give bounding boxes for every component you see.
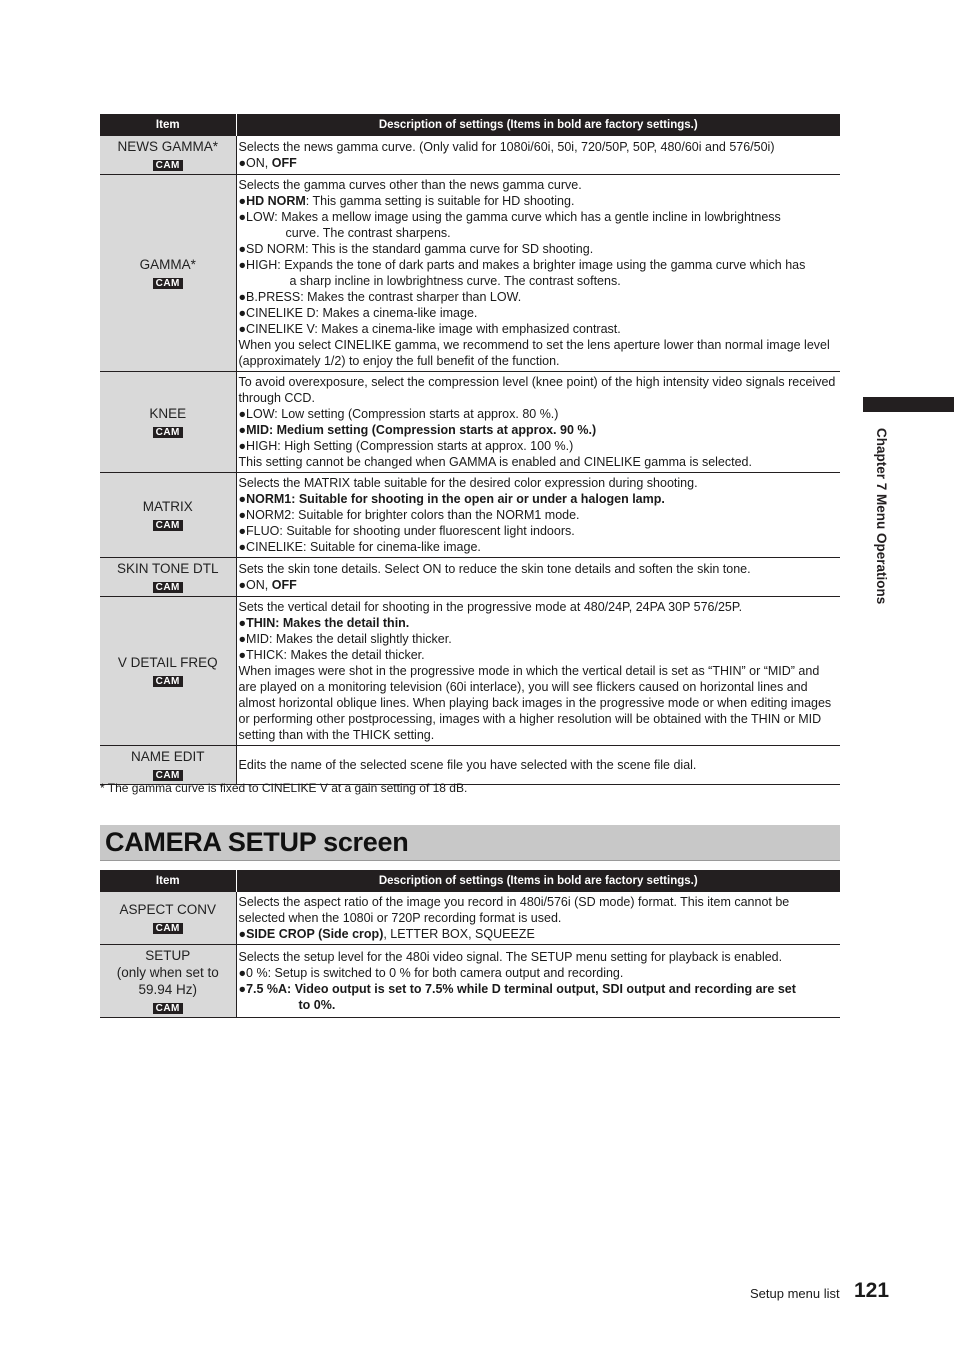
desc-cell xyxy=(236,372,840,473)
item-cell xyxy=(100,597,236,746)
desc-line: ●LOW: Makes a mellow image using the gamma curve which has a gentle incline in lowbrightness xyxy=(238,210,781,224)
settings-table xyxy=(100,114,840,785)
option-text: ●ON, xyxy=(238,156,272,170)
table-row xyxy=(100,597,840,746)
desc-line: a sharp incline in lowbrightness curve. The contrast softens. xyxy=(289,274,621,288)
desc-line: When you select CINELIKE gamma, we recommend to set the lens aperture lower than normal image level (approximately 1/2) to enjoy the full benefit of the function. xyxy=(238,338,830,368)
desc-line: ●NORM2: Suitable for brighter colors than the NORM1 mode. xyxy=(238,508,580,522)
item-label: SKIN TONE DTL xyxy=(116,561,219,576)
item-label: 59.94 Hz) xyxy=(138,982,198,997)
desc-line: ●B.PRESS: Makes the contrast sharper than LOW. xyxy=(238,290,522,304)
desc-line: Sets the skin tone details. Select ON to reduce the skin tone details and soften the skin tone. xyxy=(238,562,751,576)
desc-line: Sets the vertical detail for shooting in the progressive mode at 480/24P, 24PA 30P 576/25P. xyxy=(238,600,743,614)
cam-badge: CAM xyxy=(153,676,183,687)
item-label: MATRIX xyxy=(142,499,193,514)
item-label: GAMMA* xyxy=(139,257,196,272)
col-header-item: Item xyxy=(100,870,236,892)
desc-line: to 0%. xyxy=(298,998,336,1012)
section-title: CAMERA SETUP screen xyxy=(105,827,409,857)
desc-line xyxy=(239,155,839,171)
cam-badge: CAM xyxy=(153,770,183,781)
item-label: (only when set to xyxy=(116,965,219,980)
desc-line: ●CINELIKE V: Makes a cinema-like image with emphasized contrast. xyxy=(238,322,621,336)
desc-line: ●CINELIKE: Suitable for cinema-like image. xyxy=(238,540,481,554)
col-header-item: Item xyxy=(100,114,236,136)
item-label: V DETAIL FREQ xyxy=(117,655,218,670)
desc-cell xyxy=(236,597,840,746)
desc-line: Selects the aspect ratio of the image you record in 480i/576i (SD mode) format. This item cannot be selected when the 1080i or 720P recording format is used. xyxy=(238,895,790,925)
item-label: NEWS GAMMA* xyxy=(117,139,218,154)
cam-badge: CAM xyxy=(153,1003,183,1014)
desc-line xyxy=(239,422,839,438)
desc-line: Selects the gamma curves other than the news gamma curve. xyxy=(238,178,582,192)
bullet: ● xyxy=(238,616,247,630)
desc-line: ●FLUO: Suitable for shooting under fluorescent light indoors. xyxy=(238,524,575,538)
table-row xyxy=(100,945,840,1018)
cam-badge: CAM xyxy=(153,160,183,171)
desc-line xyxy=(239,491,839,507)
item-cell xyxy=(100,746,236,785)
desc-cell xyxy=(236,945,840,1018)
cam-badge: CAM xyxy=(153,278,183,289)
default-option: HD NORM xyxy=(246,194,306,208)
desc-line: ●MID: Makes the detail slightly thicker. xyxy=(238,632,452,646)
chapter-label: Chapter 7 Menu Operations xyxy=(874,428,889,605)
bullet: ● xyxy=(238,927,247,941)
default-option: 7.5 %A: Video output is set to 7.5% while D terminal output, SDI output and recording are set xyxy=(246,982,796,996)
desc-line: Selects the setup level for the 480i video signal. The SETUP menu setting for playback is enabled. xyxy=(238,950,783,964)
table-header-row xyxy=(100,114,840,136)
camera-setup-table xyxy=(100,870,840,1018)
item-label: NAME EDIT xyxy=(130,749,205,764)
option-text: : This gamma setting is suitable for HD shooting. xyxy=(305,194,575,208)
desc-line: ●CINELIKE D: Makes a cinema-like image. xyxy=(238,306,478,320)
desc-line: Selects the news gamma curve. (Only valid for 1080i/60i, 50i, 720/50P, 50P, 480/60i and 576/50i) xyxy=(238,140,775,154)
option-text: , LETTER BOX, SQUEEZE xyxy=(383,927,535,941)
desc-cell xyxy=(236,746,840,785)
footer-section-label: Setup menu list xyxy=(750,1286,840,1301)
bullet: ● xyxy=(238,194,247,208)
table-row xyxy=(100,136,840,175)
desc-cell xyxy=(236,473,840,558)
cam-badge: CAM xyxy=(153,520,183,531)
desc-line: ●LOW: Low setting (Compression starts at approx. 80 %.) xyxy=(238,407,559,421)
bullet: ● xyxy=(238,982,247,996)
table-row xyxy=(100,473,840,558)
table-header-row xyxy=(100,870,840,892)
default-option: NORM1: Suitable for shooting in the open air or under a halogen lamp. xyxy=(246,492,665,506)
page-number: 121 xyxy=(854,1279,890,1302)
desc-line: ●THICK: Makes the detail thicker. xyxy=(238,648,425,662)
table-row xyxy=(100,175,840,372)
desc-line xyxy=(239,615,839,631)
cam-badge: CAM xyxy=(153,923,183,934)
item-cell xyxy=(100,372,236,473)
desc-cell xyxy=(236,175,840,372)
desc-line xyxy=(239,926,839,942)
item-cell xyxy=(100,892,236,945)
desc-line: ●HIGH: Expands the tone of dark parts and makes a brighter image using the gamma curve which has xyxy=(238,258,806,272)
table-row xyxy=(100,558,840,597)
col-header-desc: Description of settings (Items in bold are factory settings.) xyxy=(236,870,840,892)
table-row xyxy=(100,892,840,945)
default-option: OFF xyxy=(271,578,297,592)
desc-line xyxy=(239,981,839,997)
desc-cell xyxy=(236,558,840,597)
desc-line: Selects the MATRIX table suitable for the desired color expression during shooting. xyxy=(238,476,698,490)
table-row xyxy=(100,746,840,785)
default-option: OFF xyxy=(271,156,297,170)
option-text: ●ON, xyxy=(238,578,272,592)
desc-line: curve. The contrast sharpens. xyxy=(285,226,451,240)
desc-line: ●HIGH: High Setting (Compression starts at approx. 100 %.) xyxy=(238,439,574,453)
item-label: KNEE xyxy=(149,406,187,421)
item-cell xyxy=(100,945,236,1018)
item-cell xyxy=(100,175,236,372)
item-cell xyxy=(100,136,236,175)
cam-badge: CAM xyxy=(153,582,183,593)
desc-cell xyxy=(236,136,840,175)
default-option: SIDE CROP (Side crop) xyxy=(246,927,384,941)
desc-line: This setting cannot be changed when GAMMA is enabled and CINELIKE gamma is selected. xyxy=(238,455,752,469)
col-header-desc: Description of settings (Items in bold are factory settings.) xyxy=(236,114,840,136)
footnote: * The gamma curve is fixed to CINELIKE V at a gain setting of 18 dB. xyxy=(100,781,468,795)
desc-line xyxy=(239,577,839,593)
desc-line: ●SD NORM: This is the standard gamma curve for SD shooting. xyxy=(238,242,594,256)
bullet: ● xyxy=(238,423,247,437)
item-cell xyxy=(100,473,236,558)
section-heading xyxy=(100,825,840,861)
item-label: ASPECT CONV xyxy=(119,902,217,917)
desc-cell xyxy=(236,892,840,945)
cam-badge: CAM xyxy=(153,427,183,438)
chapter-tab-bar xyxy=(863,397,954,412)
desc-line: When images were shot in the progressive mode in which the vertical detail is set as “THIN” or “MID” and are played on a monitoring television (60i interlace), you will see flickers caused on horizontal lines and almost horizontal oblique lines. When playing back images in the progressive mode or when editing images or performing other postprocessing, images with a higher resolution will be obtained with the THIN or MID setting than with the THICK setting. xyxy=(238,664,832,742)
table-row xyxy=(100,372,840,473)
desc-line: Edits the name of the selected scene file you have selected with the scene file dial. xyxy=(238,758,697,772)
item-label: SETUP xyxy=(145,948,191,963)
desc-line xyxy=(239,193,839,209)
default-option: MID: Medium setting (Compression starts at approx. 90 %.) xyxy=(246,423,597,437)
desc-line: To avoid overexposure, select the compression level (knee point) of the high intensity video signals received through CCD. xyxy=(238,375,836,405)
item-cell xyxy=(100,558,236,597)
desc-line: ●0 %: Setup is switched to 0 % for both camera output and recording. xyxy=(238,966,624,980)
bullet: ● xyxy=(238,492,247,506)
default-option: THIN: Makes the detail thin. xyxy=(246,616,410,630)
